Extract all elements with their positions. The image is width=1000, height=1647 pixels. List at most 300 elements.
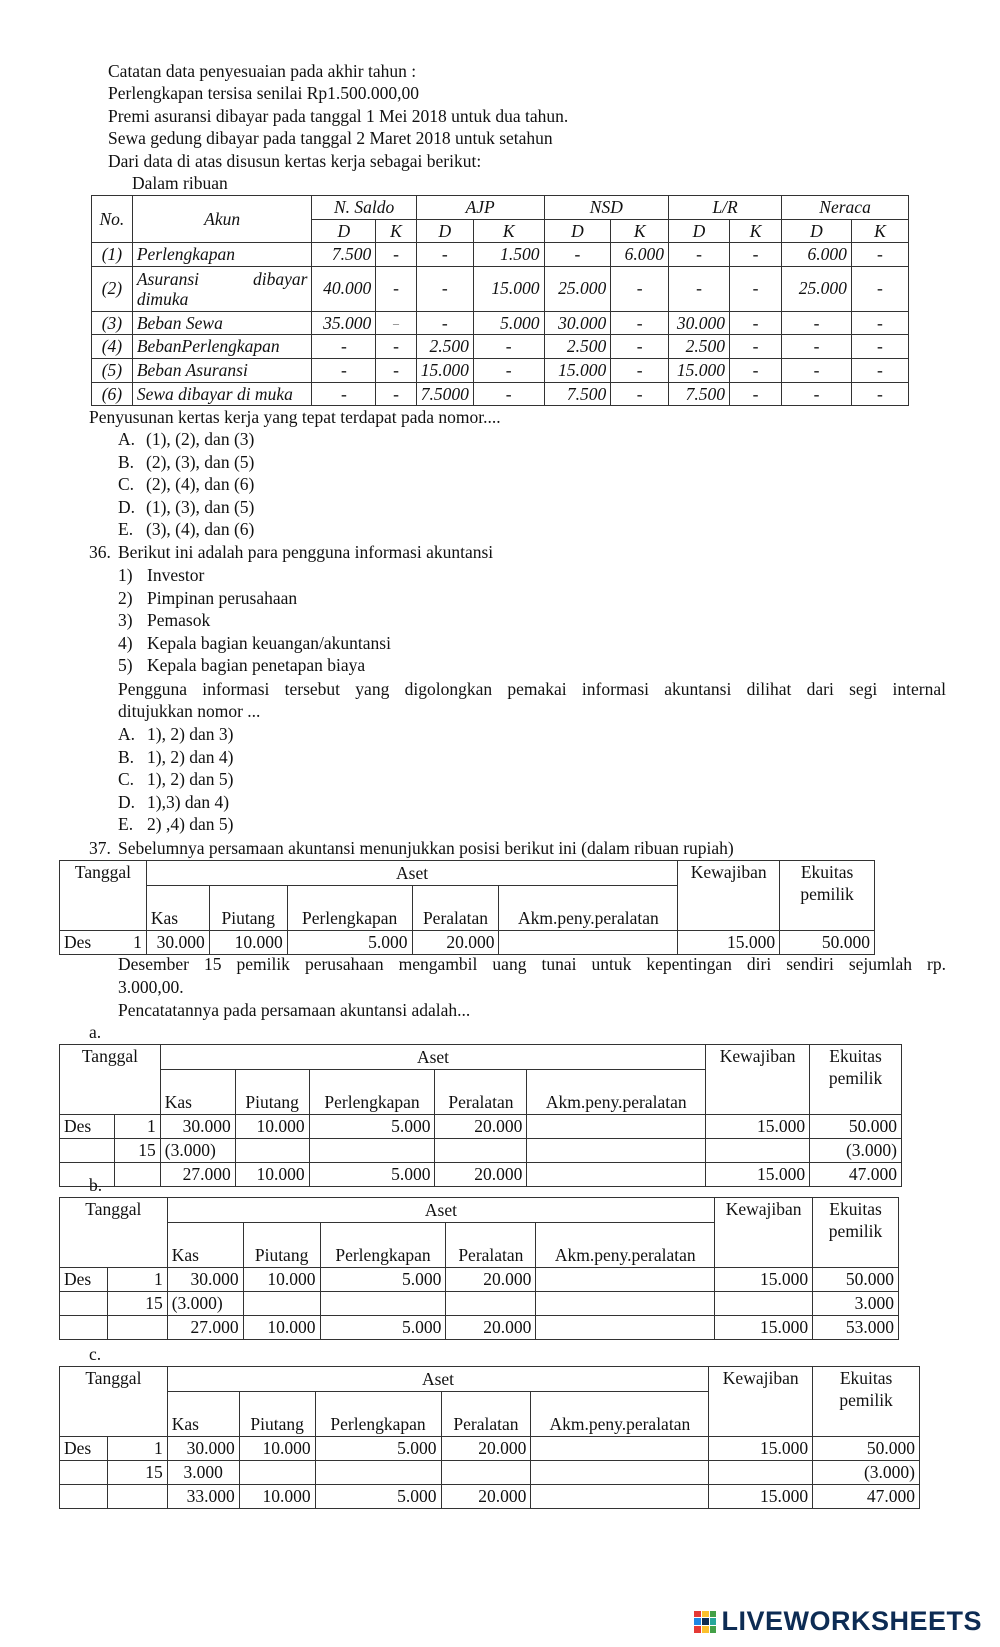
option-label: A. xyxy=(118,429,136,449)
item-text: Kepala bagian penetapan biaya xyxy=(147,655,366,676)
header-ekuitas-line: Ekuitas xyxy=(839,1368,893,1388)
equation-table-choice-c[interactable] xyxy=(59,1366,920,1509)
row-no: (1) xyxy=(92,243,133,267)
option[interactable] xyxy=(118,428,254,451)
cell-kewajiban: 15.000 xyxy=(678,931,780,955)
table-row xyxy=(60,931,875,955)
unit-note: Dalam ribuan xyxy=(132,173,228,193)
item-label: 1) xyxy=(118,565,133,585)
cell-perlengkapan: 5.000 xyxy=(320,1268,446,1292)
table-row xyxy=(60,1115,902,1139)
header-kewajiban: Kewajiban xyxy=(709,1367,813,1437)
header-ekuitas-line: Ekuitas xyxy=(829,1046,882,1066)
cell-tgl xyxy=(114,1163,160,1187)
table-row xyxy=(60,1437,920,1461)
cell-kas: (3.000) xyxy=(160,1139,235,1163)
cell: - xyxy=(729,243,781,267)
option-text: 1), 2) dan 3) xyxy=(147,724,234,744)
header-kewajiban: Kewajiban xyxy=(715,1198,813,1268)
intro-line: Premi asuransi dibayar pada tanggal 1 Mei 2018 untuk dua tahun. xyxy=(108,106,569,126)
cell: 40.000 xyxy=(312,266,376,311)
cell: - xyxy=(851,335,908,359)
header-nsaldo: N. Saldo xyxy=(312,196,416,220)
option-text: 1), 2) dan 4) xyxy=(147,746,234,767)
cell: - xyxy=(611,266,669,311)
option-text: (2), (4), dan (6) xyxy=(146,474,255,495)
header-aset: Aset xyxy=(146,861,677,886)
header-tanggal: Tanggal xyxy=(60,1045,161,1115)
cell: 2.500 xyxy=(544,335,611,359)
header-tanggal: Tanggal xyxy=(60,1198,168,1268)
header-debit: D xyxy=(669,219,730,243)
cell-tgl: 15 xyxy=(114,1139,160,1163)
cell-piutang xyxy=(243,1292,320,1316)
cell-akm xyxy=(527,1115,706,1139)
list-item xyxy=(118,587,391,610)
logo-text: LIVEWORKSHEETS xyxy=(721,1606,982,1637)
header-peralatan: Peralatan xyxy=(441,1392,531,1437)
question-text: Pengguna informasi tersebut yang digolongkan pemakai informasi akuntansi dilihat dari segi internal xyxy=(118,679,946,699)
row-akun: Beban Sewa xyxy=(132,311,312,335)
list-item xyxy=(118,632,391,655)
cell-akm xyxy=(536,1316,715,1340)
choice-label[interactable]: c. xyxy=(89,1344,102,1364)
choice-label[interactable]: b. xyxy=(89,1175,103,1195)
item-label: 2) xyxy=(118,587,133,608)
cell-akm xyxy=(499,931,678,955)
intro-line: Dari data di atas disusun kertas kerja sebagai berikut: xyxy=(108,151,482,171)
header-kas: Kas xyxy=(167,1223,243,1268)
table-row xyxy=(60,1485,920,1509)
option[interactable] xyxy=(118,791,234,814)
header-ekuitas xyxy=(780,861,875,931)
header-ekuitas xyxy=(810,1045,902,1115)
header-debit: D xyxy=(416,219,473,243)
header-kas: Kas xyxy=(146,886,209,931)
table-row xyxy=(92,266,909,311)
option-text: (3), (4), dan (6) xyxy=(146,519,255,540)
cell-bulan: Des xyxy=(60,1437,108,1461)
cell-peralatan: 20.000 xyxy=(446,1316,536,1340)
row-no: (4) xyxy=(92,335,133,359)
cell-ekuitas: 50.000 xyxy=(813,1268,899,1292)
header-debit: D xyxy=(312,219,376,243)
cell: 15.000 xyxy=(544,358,611,382)
cell-ekuitas: 53.000 xyxy=(813,1316,899,1340)
question-36 xyxy=(89,541,493,564)
cell-ekuitas: 47.000 xyxy=(810,1163,902,1187)
header-peralatan: Peralatan xyxy=(446,1223,536,1268)
header-ekuitas-line: pemilik xyxy=(800,884,854,904)
cell: - xyxy=(416,266,473,311)
row-akun-word: dibayar xyxy=(252,268,308,289)
cell-piutang: 10.000 xyxy=(239,1485,315,1509)
cell-peralatan: 20.000 xyxy=(412,931,499,955)
header-kredit: K xyxy=(376,219,417,243)
cell-perlengkapan xyxy=(315,1461,441,1485)
cell-akm xyxy=(531,1461,709,1485)
cell-tgl: 1 xyxy=(105,931,146,955)
cell-peralatan: 20.000 xyxy=(441,1485,531,1509)
header-aset: Aset xyxy=(167,1367,709,1392)
cell: - xyxy=(312,335,376,359)
cell: 7.500 xyxy=(669,382,730,406)
cell-ekuitas: 50.000 xyxy=(813,1437,920,1461)
header-kredit: K xyxy=(473,219,544,243)
header-ajp: AJP xyxy=(416,196,544,220)
cell-tgl: 1 xyxy=(114,1115,160,1139)
header-akm: Akm.peny.peralatan xyxy=(527,1070,706,1115)
cell: - xyxy=(782,335,852,359)
liveworksheets-logo xyxy=(694,1606,982,1637)
cell: 35.000 xyxy=(312,311,376,335)
cell-peralatan: 20.000 xyxy=(435,1115,527,1139)
cell-bulan xyxy=(60,1292,108,1316)
equation-table-initial xyxy=(59,860,875,955)
cell-kas: 27.000 xyxy=(160,1163,235,1187)
item-label: 3) xyxy=(118,610,133,631)
header-kewajiban: Kewajiban xyxy=(706,1045,810,1115)
question-prompt: Penyusunan kertas kerja yang tepat terdapat pada nomor.... xyxy=(89,407,501,427)
option-text: 1),3) dan 4) xyxy=(147,791,230,812)
cell-akm xyxy=(531,1437,709,1461)
header-ekuitas-line: pemilik xyxy=(839,1390,893,1410)
cell-perlengkapan xyxy=(309,1139,435,1163)
cell: - xyxy=(611,311,669,335)
header-piutang: Piutang xyxy=(239,1392,315,1437)
cell-peralatan: 20.000 xyxy=(435,1163,527,1187)
row-akun: Sewa dibayar di muka xyxy=(132,382,312,406)
header-ekuitas-line: Ekuitas xyxy=(800,862,854,882)
header-perlengkapan: Perlengkapan xyxy=(320,1223,446,1268)
cell: 25.000 xyxy=(782,266,852,311)
option-label: E. xyxy=(118,814,134,835)
row-no: (6) xyxy=(92,382,133,406)
cell-perlengkapan: 5.000 xyxy=(309,1115,435,1139)
cell-piutang: 10.000 xyxy=(243,1316,320,1340)
cell-bulan: Des xyxy=(60,1115,115,1139)
cell-piutang: 10.000 xyxy=(235,1115,309,1139)
cell: - xyxy=(729,266,781,311)
header-akm: Akm.peny.peralatan xyxy=(531,1392,709,1437)
header-akun: Akun xyxy=(132,196,312,243)
cell: - xyxy=(376,266,417,311)
cell: 15.000 xyxy=(669,358,730,382)
item-label: 4) xyxy=(118,632,133,653)
cell: 15.000 xyxy=(473,266,544,311)
cell: 7.5000 xyxy=(416,382,473,406)
header-aset: Aset xyxy=(167,1198,714,1223)
event-text: 3.000,00. xyxy=(118,977,184,997)
cell-bulan xyxy=(60,1485,108,1509)
cell-tgl: 1 xyxy=(107,1437,167,1461)
option[interactable] xyxy=(118,496,254,519)
cell-akm xyxy=(527,1139,706,1163)
option[interactable] xyxy=(118,473,254,496)
table-row xyxy=(60,1292,899,1316)
header-neraca: Neraca xyxy=(782,196,909,220)
cell: - xyxy=(729,358,781,382)
option-label: C. xyxy=(118,769,135,790)
option-label: D. xyxy=(118,496,136,517)
item-text: Investor xyxy=(147,565,205,585)
option-text: (1), (3), dan (5) xyxy=(146,496,255,517)
logo-mark-icon xyxy=(694,1611,716,1633)
cell-akm xyxy=(531,1485,709,1509)
header-kas: Kas xyxy=(160,1070,235,1115)
cell-bulan: Des xyxy=(60,931,106,955)
cell-tgl: 15 xyxy=(107,1461,167,1485)
table-row xyxy=(92,243,909,267)
cell-piutang: 10.000 xyxy=(235,1163,309,1187)
header-ekuitas-line: pemilik xyxy=(828,1221,883,1241)
cell: - xyxy=(376,335,417,359)
cell-piutang: 10.000 xyxy=(239,1437,315,1461)
header-kredit: K xyxy=(611,219,669,243)
cell-perlengkapan: 5.000 xyxy=(315,1437,441,1461)
header-lr: L/R xyxy=(669,196,782,220)
option-label: B. xyxy=(118,451,135,472)
cell-kas: 27.000 xyxy=(167,1316,243,1340)
header-ekuitas-line: Ekuitas xyxy=(829,1199,882,1219)
cell: - xyxy=(473,382,544,406)
header-no: No. xyxy=(92,196,133,243)
cell-tgl: 15 xyxy=(107,1292,167,1316)
cell: - xyxy=(669,243,730,267)
item-text: Pimpinan perusahaan xyxy=(147,587,298,608)
cell-kas: 3.000 xyxy=(167,1461,239,1485)
row-akun-word: dimuka xyxy=(136,288,189,309)
row-akun-word: Asuransi xyxy=(136,268,200,289)
cell: - xyxy=(376,358,417,382)
cell-ekuitas: 50.000 xyxy=(810,1115,902,1139)
list-item xyxy=(118,564,391,587)
cell: 5.000 xyxy=(473,311,544,335)
row-akun: Beban Asuransi xyxy=(132,358,312,382)
header-kewajiban: Kewajiban xyxy=(678,861,780,931)
cell-kewajiban: 15.000 xyxy=(706,1115,810,1139)
row-no: (2) xyxy=(92,266,133,311)
row-no: (5) xyxy=(92,358,133,382)
cell: - xyxy=(416,311,473,335)
cell: - xyxy=(376,243,417,267)
cell: – xyxy=(376,311,417,335)
cell-piutang: 10.000 xyxy=(209,931,287,955)
cell: 25.000 xyxy=(544,266,611,311)
cell: - xyxy=(473,335,544,359)
cell-kewajiban: 15.000 xyxy=(709,1437,813,1461)
header-perlengkapan: Perlengkapan xyxy=(315,1392,441,1437)
cell: - xyxy=(312,382,376,406)
table-row xyxy=(60,1316,899,1340)
header-ekuitas xyxy=(813,1367,920,1437)
question-text: ditujukkan nomor ... xyxy=(118,701,261,721)
question-text: Pencatatannya pada persamaan akuntansi adalah... xyxy=(118,1000,471,1020)
header-akm: Akm.peny.peralatan xyxy=(499,886,678,931)
cell-bulan xyxy=(60,1316,108,1340)
header-piutang: Piutang xyxy=(235,1070,309,1115)
cell-bulan: Des xyxy=(60,1268,108,1292)
header-peralatan: Peralatan xyxy=(412,886,499,931)
option-text: 2) ,4) dan 5) xyxy=(147,814,234,835)
cell-kas: (3.000) xyxy=(167,1292,243,1316)
header-debit: D xyxy=(544,219,611,243)
table-row xyxy=(60,1139,902,1163)
table-row xyxy=(60,1461,920,1485)
question-37 xyxy=(89,837,734,860)
cell-kas: 30.000 xyxy=(146,931,209,955)
header-kas: Kas xyxy=(167,1392,239,1437)
row-akun: Perlengkapan xyxy=(132,243,312,267)
item-text: Kepala bagian keuangan/akuntansi xyxy=(147,632,391,653)
cell: - xyxy=(611,382,669,406)
cell-perlengkapan: 5.000 xyxy=(309,1163,435,1187)
table-row xyxy=(60,1268,899,1292)
worksheet-table xyxy=(91,195,909,406)
item-label: 5) xyxy=(118,655,133,676)
cell-kewajiban xyxy=(709,1461,813,1485)
cell-peralatan xyxy=(441,1461,531,1485)
equation-table-choice-b[interactable] xyxy=(59,1197,899,1340)
row-akun xyxy=(132,266,312,311)
question-prompt: Sebelumnya persamaan akuntansi menunjukkan posisi berikut ini (dalam ribuan rupiah) xyxy=(118,838,734,858)
option-text: (2), (3), dan (5) xyxy=(146,451,255,472)
row-no: (3) xyxy=(92,311,133,335)
cell: - xyxy=(611,335,669,359)
header-peralatan: Peralatan xyxy=(435,1070,527,1115)
cell-peralatan xyxy=(435,1139,527,1163)
cell: - xyxy=(851,311,908,335)
cell: - xyxy=(851,382,908,406)
cell-peralatan xyxy=(446,1292,536,1316)
option-text: (1), (2), dan (3) xyxy=(146,429,255,449)
cell: - xyxy=(611,358,669,382)
option-label: E. xyxy=(118,519,134,540)
header-piutang: Piutang xyxy=(243,1223,320,1268)
cell: 6.000 xyxy=(782,243,852,267)
option-label: D. xyxy=(118,791,136,812)
cell: - xyxy=(376,382,417,406)
table-row xyxy=(60,1163,902,1187)
cell-kewajiban xyxy=(706,1139,810,1163)
cell-kewajiban: 15.000 xyxy=(709,1485,813,1509)
question-number: 37. xyxy=(89,838,111,858)
cell: - xyxy=(669,266,730,311)
cell: - xyxy=(851,266,908,311)
cell-kewajiban: 15.000 xyxy=(715,1268,813,1292)
cell-ekuitas: (3.000) xyxy=(810,1139,902,1163)
event-text: Desember 15 pemilik perusahaan mengambil uang tunai untuk kepentingan diri sendiri sejumlah rp. xyxy=(118,954,946,974)
option[interactable] xyxy=(118,451,254,474)
cell: 1.500 xyxy=(473,243,544,267)
cell-perlengkapan: 5.000 xyxy=(287,931,412,955)
option[interactable] xyxy=(118,723,234,746)
equation-table-choice-a[interactable] xyxy=(59,1044,902,1187)
cell-ekuitas: 3.000 xyxy=(813,1292,899,1316)
options-list xyxy=(118,723,234,836)
header-kredit: K xyxy=(729,219,781,243)
cell: 2.500 xyxy=(669,335,730,359)
cell: 15.000 xyxy=(416,358,473,382)
cell: - xyxy=(729,311,781,335)
cell-akm xyxy=(536,1268,715,1292)
cell-bulan xyxy=(60,1461,108,1485)
cell-kas: 33.000 xyxy=(167,1485,239,1509)
cell-perlengkapan xyxy=(320,1292,446,1316)
users-list xyxy=(118,564,391,677)
cell-piutang: 10.000 xyxy=(243,1268,320,1292)
header-ekuitas-line: pemilik xyxy=(828,1068,883,1088)
cell-piutang xyxy=(235,1139,309,1163)
header-akm: Akm.peny.peralatan xyxy=(536,1223,715,1268)
cell-kas: 30.000 xyxy=(167,1437,239,1461)
cell: - xyxy=(729,382,781,406)
cell-akm xyxy=(536,1292,715,1316)
header-perlengkapan: Perlengkapan xyxy=(287,886,412,931)
table-row xyxy=(92,358,909,382)
intro-line: Sewa gedung dibayar pada tanggal 2 Maret 2018 untuk setahun xyxy=(108,128,553,148)
header-piutang: Piutang xyxy=(209,886,287,931)
table-row xyxy=(92,311,909,335)
item-text: Pemasok xyxy=(147,610,211,631)
option[interactable] xyxy=(118,768,234,791)
cell: - xyxy=(851,243,908,267)
cell-bulan xyxy=(60,1139,115,1163)
list-item xyxy=(118,609,391,632)
option[interactable] xyxy=(118,746,234,769)
cell-ekuitas: (3.000) xyxy=(813,1461,920,1485)
option-label: A. xyxy=(118,724,136,744)
cell: 30.000 xyxy=(669,311,730,335)
cell: - xyxy=(729,335,781,359)
cell: - xyxy=(782,382,852,406)
cell: - xyxy=(782,358,852,382)
cell: 6.000 xyxy=(611,243,669,267)
row-akun: BebanPerlengkapan xyxy=(132,335,312,359)
cell-perlengkapan: 5.000 xyxy=(315,1485,441,1509)
option[interactable] xyxy=(118,518,254,541)
cell: - xyxy=(416,243,473,267)
cell-peralatan: 20.000 xyxy=(441,1437,531,1461)
cell-tgl xyxy=(107,1316,167,1340)
cell-perlengkapan: 5.000 xyxy=(320,1316,446,1340)
cell: - xyxy=(851,358,908,382)
option-label: C. xyxy=(118,474,135,495)
cell-tgl xyxy=(107,1485,167,1509)
intro-line: Catatan data penyesuaian pada akhir tahun : xyxy=(108,61,417,81)
question-number: 36. xyxy=(89,542,111,562)
cell: 7.500 xyxy=(312,243,376,267)
header-nsd: NSD xyxy=(544,196,669,220)
header-tanggal: Tanggal xyxy=(60,1367,168,1437)
cell-kewajiban: 15.000 xyxy=(715,1316,813,1340)
cell-kas: 30.000 xyxy=(160,1115,235,1139)
choice-label[interactable]: a. xyxy=(89,1022,102,1042)
header-perlengkapan: Perlengkapan xyxy=(309,1070,435,1115)
table-row xyxy=(92,382,909,406)
intro-line: Perlengkapan tersisa senilai Rp1.500.000,00 xyxy=(108,83,420,103)
cell-bulan xyxy=(60,1163,115,1187)
question-prompt: Berikut ini adalah para pengguna informasi akuntansi xyxy=(118,542,494,562)
option[interactable] xyxy=(118,813,234,836)
cell-kas: 30.000 xyxy=(167,1268,243,1292)
cell-ekuitas: 50.000 xyxy=(780,931,875,955)
list-item xyxy=(118,654,391,677)
header-kredit: K xyxy=(851,219,908,243)
cell-kewajiban xyxy=(715,1292,813,1316)
cell: 7.500 xyxy=(544,382,611,406)
header-tanggal: Tanggal xyxy=(60,861,147,931)
